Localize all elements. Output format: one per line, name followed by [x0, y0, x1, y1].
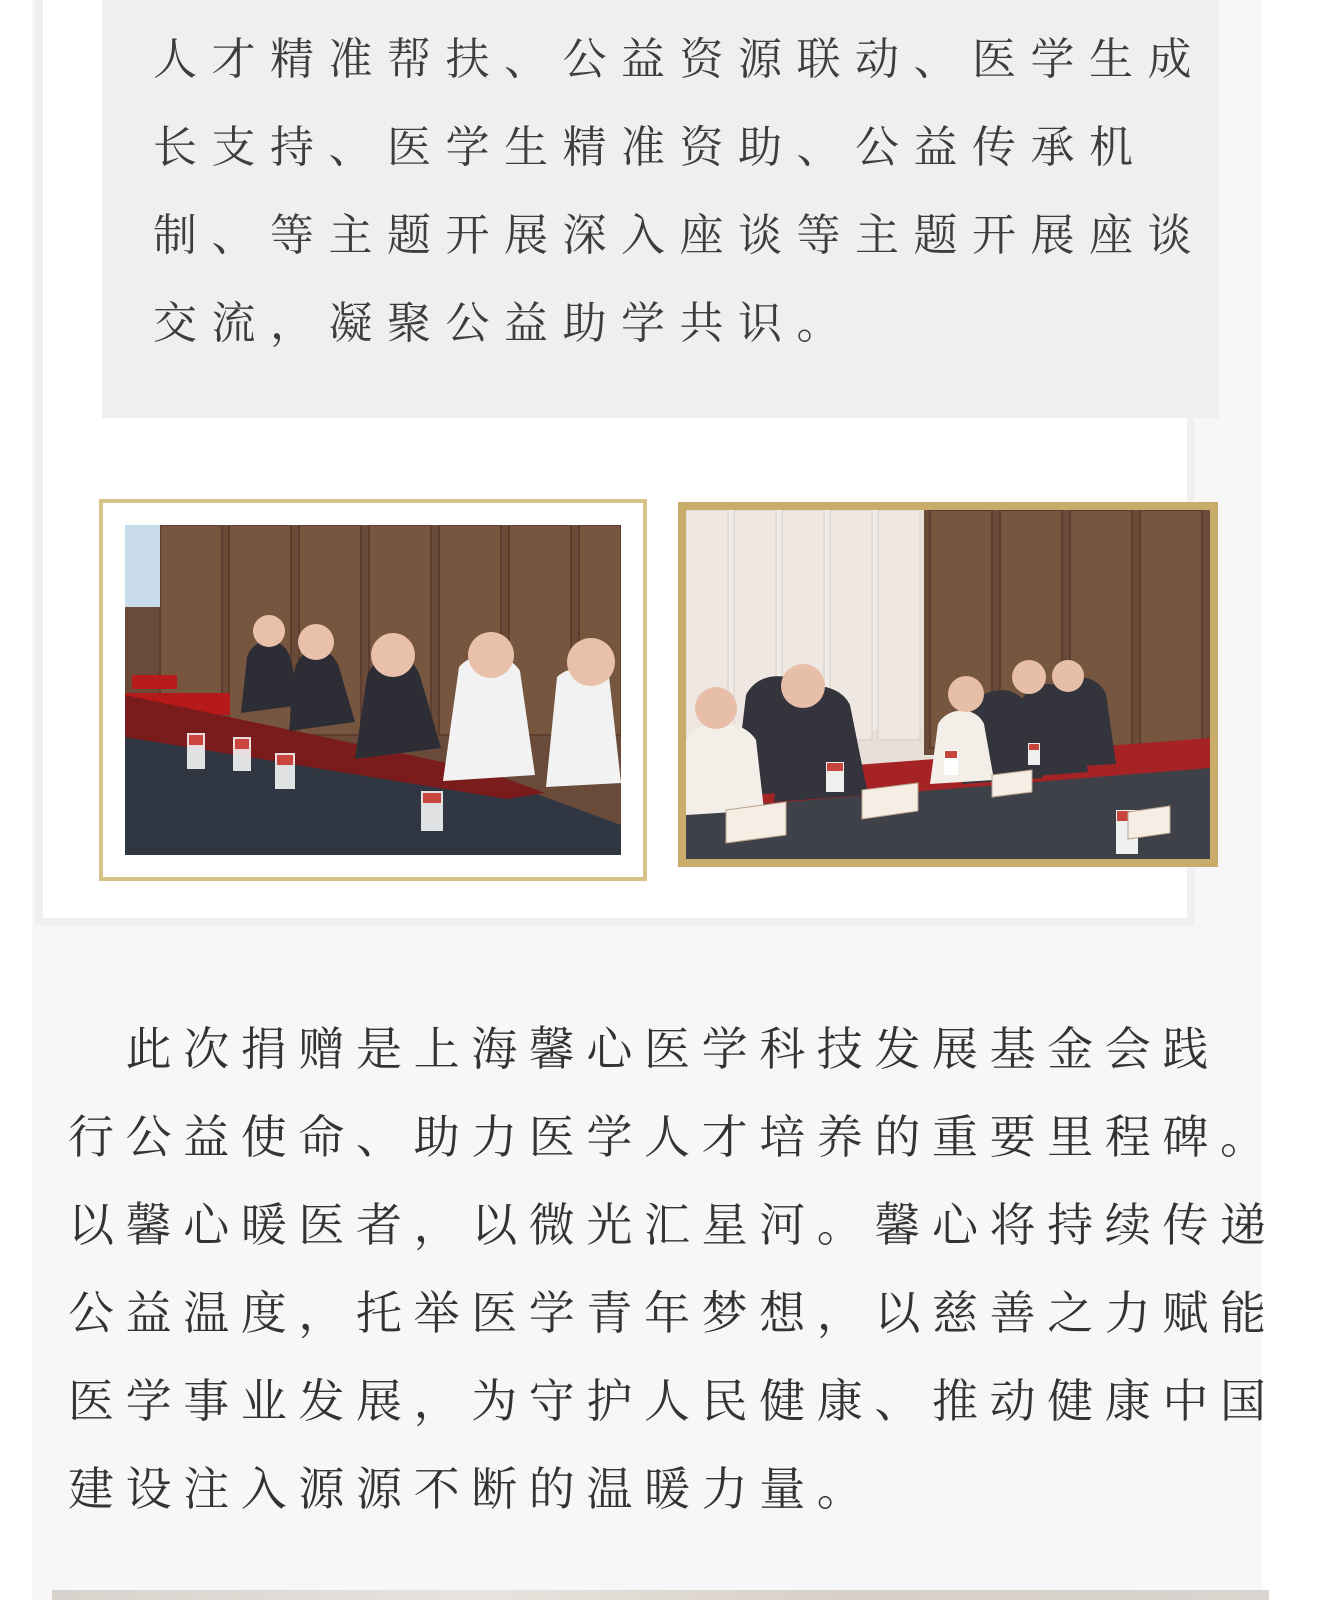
- body-line-3: 以馨心暖医者，以微光汇星河。馨心将持续传递: [68, 1198, 1278, 1252]
- meeting-photo-right: [686, 510, 1210, 859]
- body-line-4: 公益温度，托举医学青年梦想，以慈善之力赋能: [68, 1286, 1278, 1340]
- body-line-2: 行公益使命、助力医学人才培养的重要里程碑。: [68, 1110, 1278, 1164]
- body-line-6: 建设注入源源不断的温暖力量。: [68, 1462, 875, 1516]
- meeting-photo-left: [125, 525, 621, 855]
- body-line-1: 此次捐赠是上海馨心医学科技发展基金会践: [68, 1022, 1220, 1076]
- quote-line-4: 交流，凝聚公益助学共识。: [153, 298, 855, 349]
- next-image-strip: [52, 1590, 1269, 1600]
- quote-line-2: 长支持、医学生精准资助、公益传承机: [153, 122, 1148, 173]
- body-line-5: 医学事业发展，为守护人民健康、推动健康中国: [68, 1374, 1278, 1428]
- quote-line-1: 人才精准帮扶、公益资源联动、医学生成: [153, 34, 1206, 85]
- quote-line-3: 制、等主题开展深入座谈等主题开展座谈: [153, 210, 1206, 261]
